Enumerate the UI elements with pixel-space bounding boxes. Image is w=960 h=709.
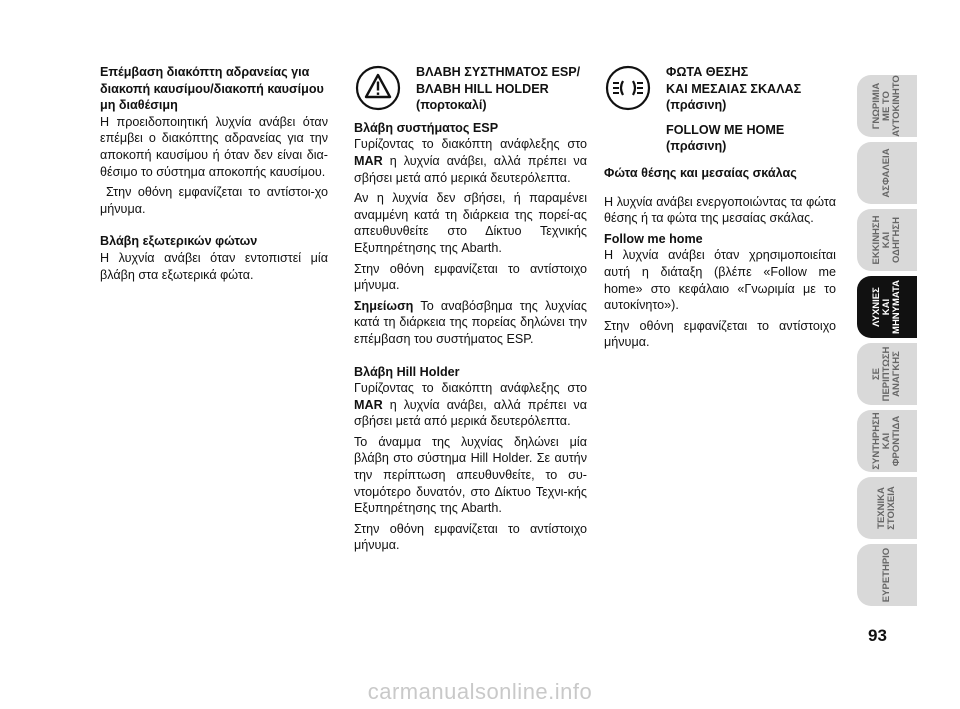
paragraph: Αν η λυχνία δεν σβήσει, ή παραμένει αναμμένη κατά τη διάρκεια της πορεί-ας απευθυνθείτε στο Δίκτυο Τεχνικής Εξυπηρέτησης της Abarth.	[354, 191, 587, 255]
icon-title: FOLLOW ME HOME	[666, 122, 785, 137]
paragraph: Η λυχνία ανάβει όταν εντοπιστεί μία βλάβη στα εξωτερικά φώτα.	[100, 250, 328, 282]
icon-title: ΦΩΤΑ ΘΕΣΗΣ	[666, 65, 749, 79]
position-lights-header	[604, 64, 836, 155]
page-number: 93	[868, 626, 887, 645]
position-lights-icon	[604, 64, 652, 112]
tab-technical-data[interactable]: ΤΕΧΝΙΚΑ ΣΤΟΙΧΕΙΑ	[857, 477, 917, 539]
tab-index[interactable]: ΕΥΡΕΤΗΡΙΟ	[857, 544, 917, 606]
heading-exterior-lights: Βλάβη εξωτερικών φώτων	[100, 234, 258, 249]
paragraph: Στην οθόνη εμφανίζεται το αντίστοιχο μήνυμα.	[354, 261, 587, 293]
icon-title: ΒΛΑΒΗ ΣΥΣΤΗΜΑΤΟΣ ESP/	[416, 65, 581, 79]
column-middle	[354, 64, 587, 558]
paragraph: Η προειδοποιητική λυχνία ανάβει όταν επέμβει ο διακόπτης αδρανείας για την αποκοπή καυσίμου ή όταν δεν είναι δια-θέσιμο το σύστημα αποκοπής καυσίμου.	[100, 114, 328, 179]
paragraph: Στην οθόνη εμφανίζεται το αντίστοι-χο μήνυμα.	[100, 185, 328, 216]
paragraph: Η λυχνία ανάβει ενεργοποιώντας τα φώτα θέσης ή τα φώτα της μεσαίας σκάλας.	[604, 194, 836, 226]
tab-emergency[interactable]: ΣΕ ΠΕΡΙΠΤΩΣΗ ΑΝΑΓΚΗΣ	[857, 343, 917, 405]
icon-title: ΒΛΑΒΗ HILL HOLDER	[416, 81, 549, 96]
icon-title: (πράσινη)	[666, 139, 727, 154]
heading-fuel-cutoff: Επέμβαση διακόπτη αδρανείας για διακοπή καυσίμου/διακοπή καυσίμου μη διαθέσιμη	[100, 65, 324, 113]
tab-safety[interactable]: ΑΣΦΑΛΕΙΑ	[857, 142, 917, 204]
paragraph: Γυρίζοντας το διακόπτη ανάφλεξης στο MAR η λυχνία ανάβει, αλλά πρέπει να σβήσει μετά από μερικά δευτερόλεπτα.	[354, 137, 587, 185]
icon-title: ΚΑΙ ΜΕΣΑΙΑΣ ΣΚΑΛΑΣ	[666, 81, 802, 96]
paragraph: Γυρίζοντας το διακόπτη ανάφλεξης στο MAR η λυχνία ανάβει, αλλά πρέπει να σβήσει μετά από μερικά δευτερόλεπτα.	[354, 381, 587, 429]
tab-starting-driving[interactable]: ΕΚΚΙΝΗΣΗ ΚΑΙ ΟΔΗΓΗΣΗ	[857, 209, 917, 271]
heading-esp-fault: Βλάβη συστήματος ESP	[354, 120, 499, 135]
column-right	[604, 64, 836, 355]
column-left	[100, 64, 328, 287]
tab-maintenance[interactable]: ΣΥΝΤΗΡΗΣΗ ΚΑΙ ΦΡΟΝΤΙΔΑ	[857, 410, 917, 472]
paragraph: Στην οθόνη εμφανίζεται το αντίστοιχο μήνυμα.	[354, 521, 587, 553]
paragraph: Το άναμμα της λυχνίας δηλώνει μία βλάβη στο σύστημα Hill Holder. Σε αυτήν την περίπτωση απευθυνθείτε, το συ-ντομότερο δυνατόν, στο Δίκτυο Τεχνι-κής Εξυπηρέτησης της Abarth.	[354, 434, 587, 516]
tab-lights-messages[interactable]: ΛΥΧΝΙΕΣ ΚΑΙ ΜΗΝΥΜΑΤΑ	[857, 276, 917, 338]
paragraph: Η λυχνία ανάβει όταν χρησιμοποιείται αυτή η διάταξη (βλέπε «Follow me home» στο κεφάλαιο «Γνωριμία με το αυτοκίνητο»).	[604, 248, 836, 313]
heading-position-lights: Φώτα θέσης και μεσαίας σκάλας	[604, 165, 797, 180]
watermark: carmanualsonline.info	[367, 679, 593, 704]
icon-title: (πορτοκαλί)	[416, 98, 487, 113]
esp-warning-header	[354, 64, 587, 114]
icon-title: (πράσινη)	[666, 98, 727, 113]
heading-follow-me-home: Follow me home	[604, 231, 703, 246]
paragraph: Στην οθόνη εμφανίζεται το αντίστοιχο μήνυμα.	[604, 318, 836, 350]
tab-getting-to-know[interactable]: ΓΝΩΡΙΜΙΑ ΜΕ ΤΟ ΑΥΤΟΚΙΝΗΤΟ	[857, 75, 917, 137]
heading-hill-holder-fault: Βλάβη Hill Holder	[354, 364, 460, 379]
warning-triangle-circle-icon	[354, 64, 402, 112]
note: Σημείωση Το αναβόσβημα της λυχνίας κατά τη διάρκεια της πορείας δηλώνει την επέμβαση του συστήματος ESP.	[354, 298, 587, 346]
